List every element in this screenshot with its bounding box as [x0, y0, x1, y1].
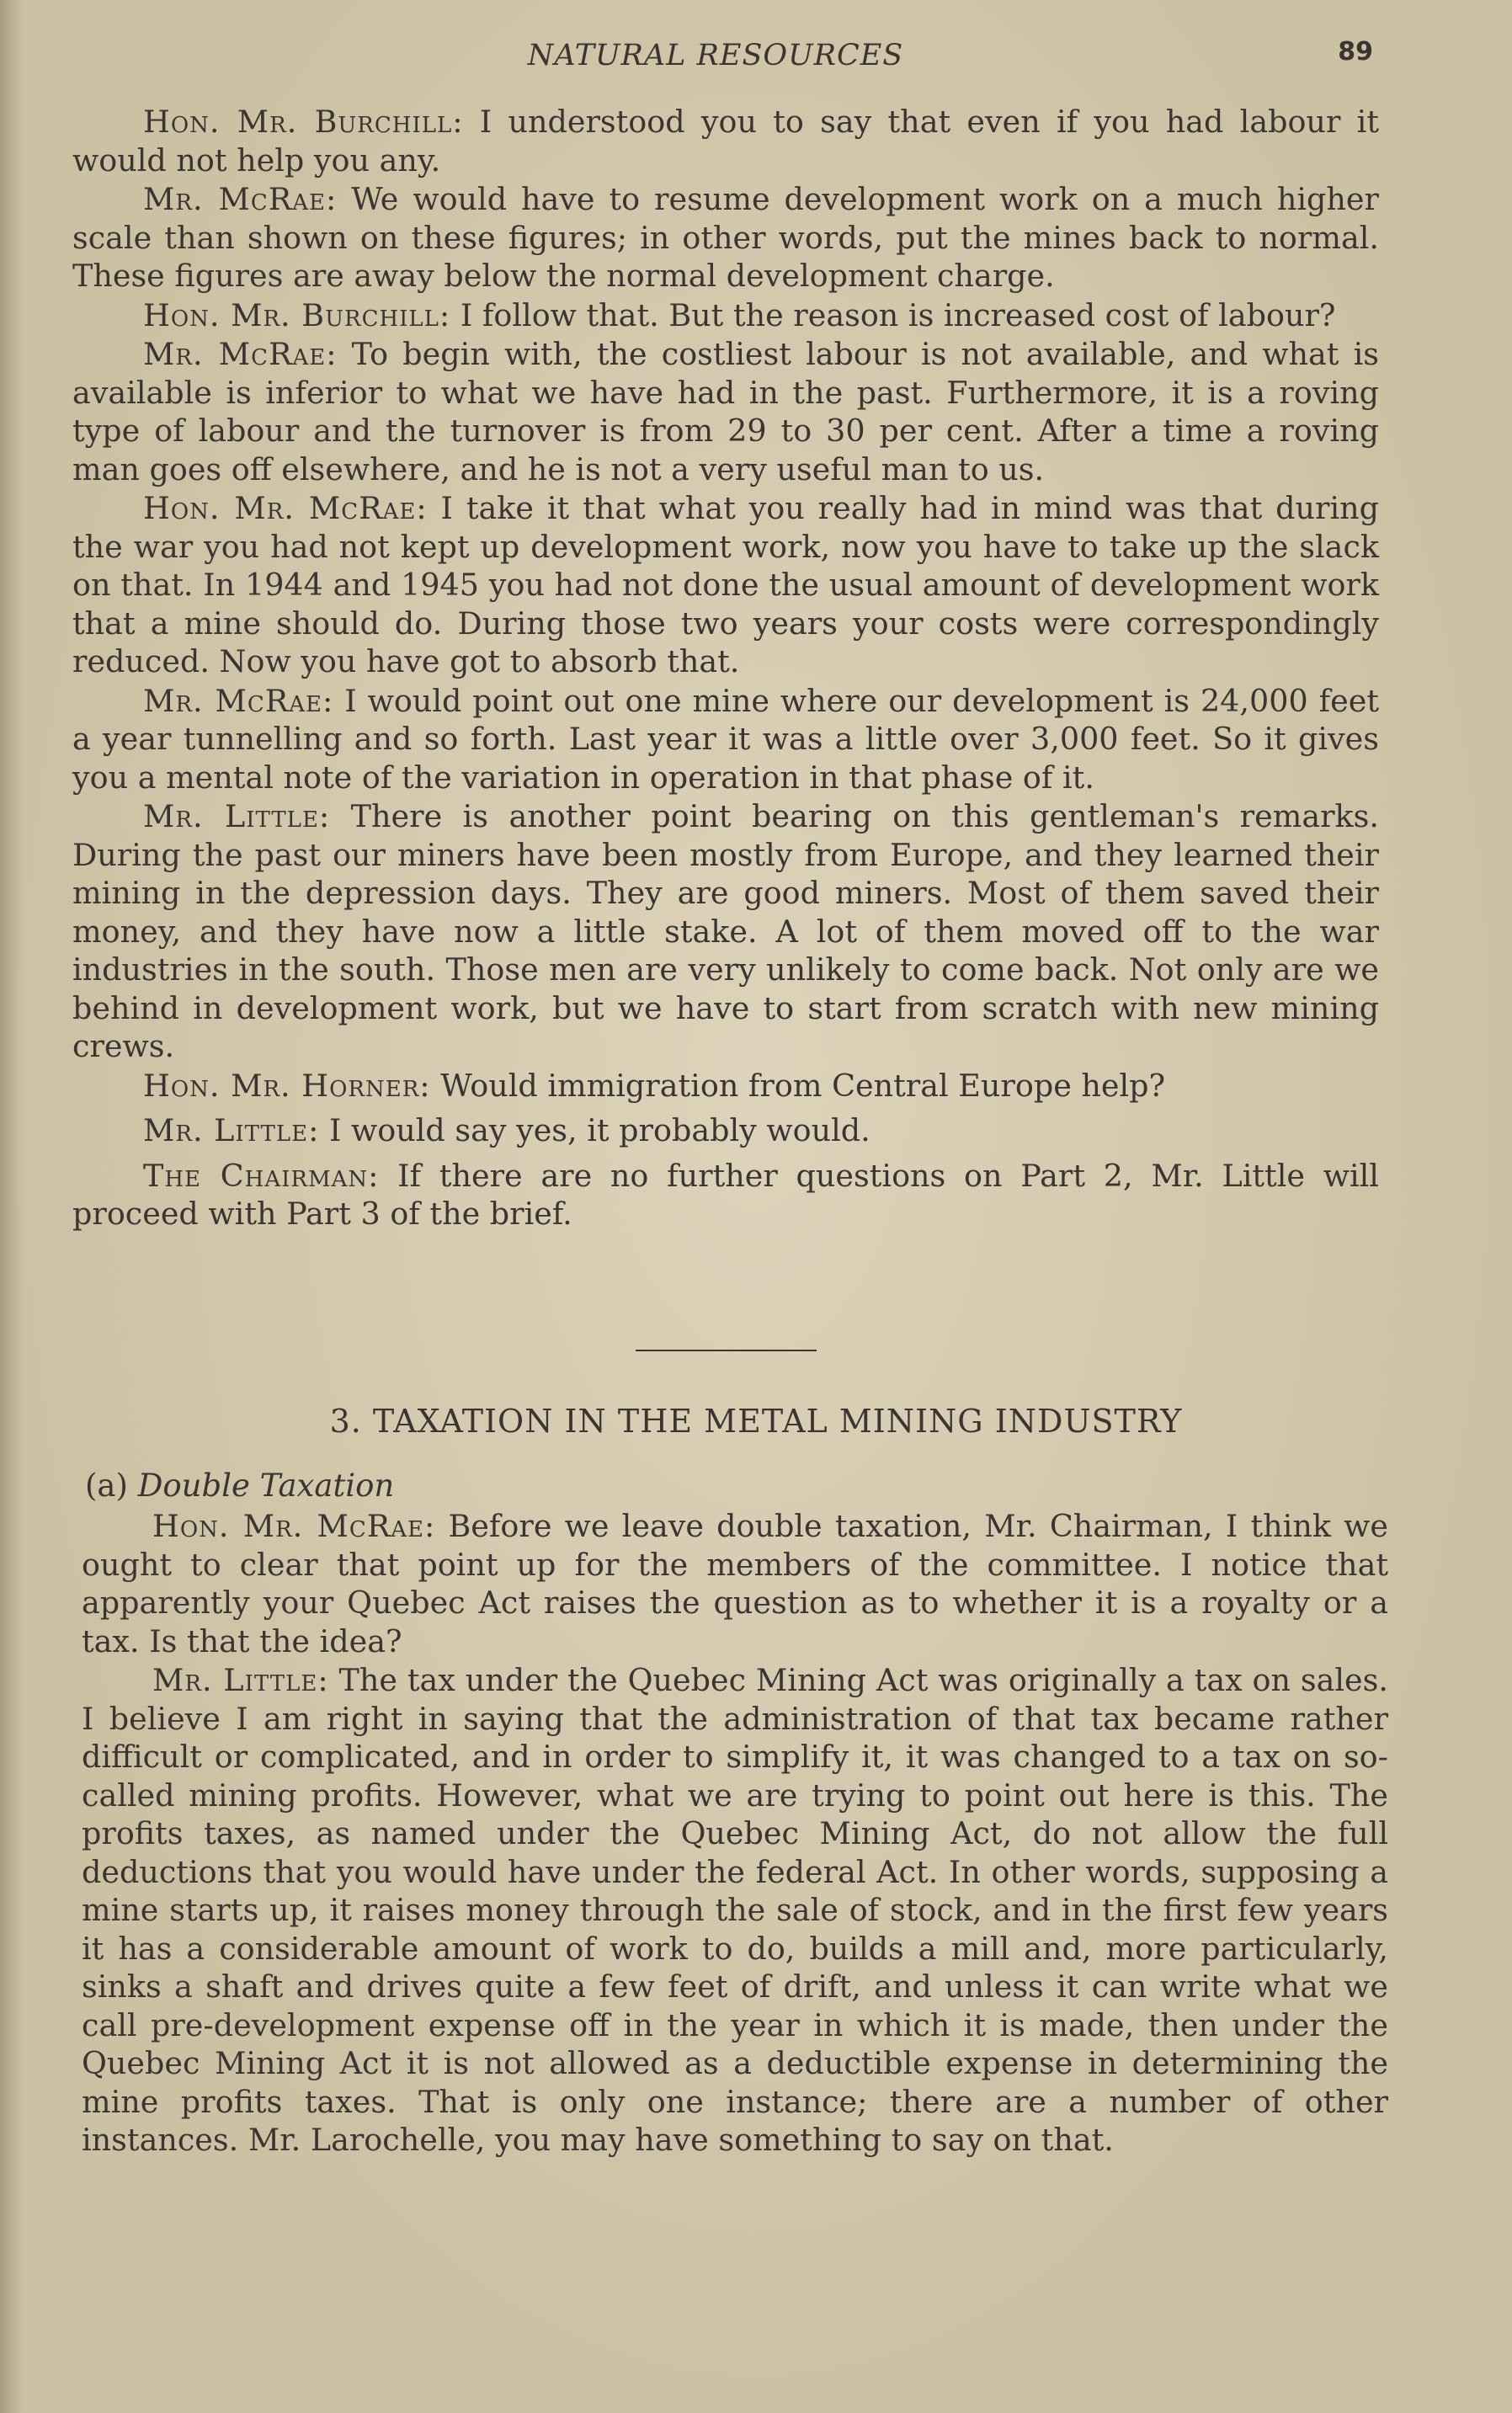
speaker-name: Hon. Mr. Horner: — [143, 1067, 431, 1104]
paragraph — [72, 682, 1379, 797]
page-number: 89 — [1338, 37, 1373, 67]
speaker-name: Mr. Little: — [152, 1662, 329, 1698]
subsection-heading — [82, 1467, 1388, 1505]
running-title: NATURAL RESOURCES — [527, 39, 904, 72]
paragraph — [72, 335, 1379, 488]
subsection-title: Double Taxation — [137, 1468, 395, 1504]
paragraph — [82, 1507, 1388, 1660]
paragraph — [82, 1661, 1388, 2160]
paragraph — [72, 797, 1379, 1066]
page-header — [0, 35, 1512, 77]
paragraph — [72, 1111, 1379, 1150]
speech-text: There is another point bearing on this gentleman's remarks. During the past our miners have been mostly from Europe, and they learned their mining in the depression days. They are good miners. Most of them saved their money, and they have now a little stake. A lot of them moved off to the war industries in the south. Those men are very unlikely to come back. Not only are we behind in development work, but we have to start from scratch with new mining crews. — [72, 798, 1379, 1064]
speech-text: I would say yes, it probably would. — [319, 1112, 870, 1148]
speaker-name: Mr. Little: — [143, 1112, 320, 1148]
speech-text: Before we leave double taxation, Mr. Chairman, I think we ought to clear that point up for the members of the committee. I notice that apparently your Quebec Act raises the question as to whether it is a royalty or a tax. Is that the idea? — [82, 1508, 1388, 1659]
section-divider — [636, 1350, 817, 1351]
paragraph — [72, 180, 1379, 296]
speaker-name: Hon. Mr. McRae: — [143, 490, 428, 526]
speaker-name: Mr. McRae: — [143, 682, 334, 719]
speaker-name: Hon. Mr. Burchill: — [143, 296, 451, 333]
speech-text: I would point out one mine where our development is 24,000 feet a year tunnelling and so forth. Last year it was a little over 3,000 feet. So it gives you a mental note of the variation in operation in that phase of it. — [72, 682, 1379, 796]
transcript-part-3 — [82, 1467, 1388, 2160]
speech-text: To begin with, the costliest labour is not available, and what is available is inferior to what we have had in the past. Furthermore, it is a roving type of labour and the turnover is from 29 to 30 per cent. After a time a roving man goes off elsewhere, and he is not a very useful man to us. — [72, 336, 1379, 487]
transcript-part-2 — [72, 103, 1379, 1234]
paragraph — [72, 1067, 1379, 1105]
speech-text: The tax under the Quebec Mining Act was originally a tax on sales. I believe I am right in saying that the administration of that tax became rather difficult or complicated, and in order to simplify it, it was changed to a tax on so-called mining profits. However, what we are trying to point out here is this. The profits taxes, as named under the Quebec Mining Act, do not allow the full deductions that you would have under the federal Act. In other words, supposing a mine starts up, it raises money through the sale of stock, and in the first few years it has a considerable amount of work to do, builds a mill and, more particularly, sinks a shaft and drives quite a few feet of drift, and unless it can write what we call pre-development expense off in the year in which it is made, then under the Quebec Mining Act it is not allowed as a deductible expense in determining the mine profits taxes. That is only one instance; there are a number of other instances. Mr. Larochelle, you may have something to say on that. — [82, 1662, 1388, 2158]
speech-text: I follow that. But the reason is increased cost of labour? — [450, 296, 1336, 333]
section-title: 3. TAXATION IN THE METAL MINING INDUSTRY — [329, 1403, 1183, 1440]
speech-text: We would have to resume development work on a much higher scale than shown on these figures; in other words, put the mines back to normal. These figures are away below the normal development charge. — [72, 181, 1379, 294]
paragraph — [72, 103, 1379, 179]
subsection-label: (a) — [85, 1468, 128, 1504]
speech-text: Would immigration from Central Europe help? — [430, 1067, 1166, 1104]
paragraph — [72, 489, 1379, 681]
speaker-name: Hon. Mr. McRae: — [152, 1508, 436, 1544]
paragraph — [72, 1157, 1379, 1233]
speaker-name: Mr. McRae: — [143, 336, 338, 372]
speaker-name: Mr. Little: — [143, 798, 331, 834]
speaker-name: The Chairman: — [143, 1157, 380, 1194]
paragraph — [72, 296, 1379, 335]
speech-text: I take it that what you really had in mind was that during the war you had not kept up development work, now you have to take up the slack on that. In 1944 and 1945 you had not done the usual amount of development work that a mine should do. During those two years your costs were correspondingly reduced. Now you have got to absorb that. — [72, 490, 1379, 679]
speech-text: I understood you to say that even if you had labour it would not help you any. — [72, 104, 1379, 178]
speech-text: If there are no further questions on Part 2, Mr. Little will proceed with Part 3 of the brief. — [72, 1157, 1379, 1232]
speaker-name: Mr. McRae: — [143, 181, 338, 217]
speaker-name: Hon. Mr. Burchill: — [143, 104, 464, 140]
